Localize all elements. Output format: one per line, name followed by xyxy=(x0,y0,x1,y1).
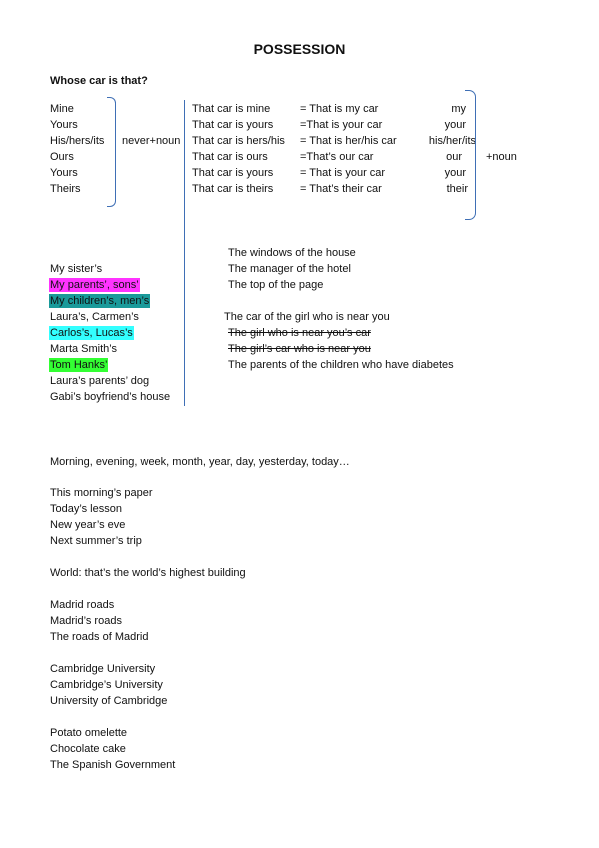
never-noun-note: never+noun xyxy=(122,135,181,147)
of-example: The parents of the children who have diabetes xyxy=(228,359,454,371)
equivalent-sentence: =That is your car xyxy=(300,119,383,131)
car-sentence: That car is theirs xyxy=(192,183,274,195)
place-example: The roads of Madrid xyxy=(50,631,149,643)
page-title: POSSESSION xyxy=(253,41,346,57)
compound-example: Chocolate cake xyxy=(50,743,126,755)
of-example: The top of the page xyxy=(228,279,324,291)
time-example: This morning’s paper xyxy=(50,487,153,499)
equivalent-sentence: = That is her/his car xyxy=(300,135,397,147)
adjective-bracket xyxy=(465,90,476,220)
place-example: Cambridge’s University xyxy=(50,679,163,691)
time-example: Next summer’s trip xyxy=(50,535,142,547)
possessive-adjective: your xyxy=(444,119,466,131)
possessive-adjective: your xyxy=(444,167,466,179)
genitive-item: Laura’s, Carmen’s xyxy=(50,311,139,323)
car-sentence: That car is mine xyxy=(192,103,271,115)
genitive-item: Marta Smith’s xyxy=(50,343,118,355)
place-example: Madrid roads xyxy=(50,599,115,611)
of-example: The windows of the house xyxy=(228,247,356,259)
pronoun-item: Mine xyxy=(50,103,74,115)
time-intro: Morning, evening, week, month, year, day, yesterday, today… xyxy=(50,456,350,468)
place-example: Madrid’s roads xyxy=(50,615,122,627)
genitive-item: My children’s, men’s xyxy=(50,295,150,307)
place-example: University of Cambridge xyxy=(50,695,168,707)
world-line: World: that’s the world’s highest building xyxy=(50,567,246,579)
genitive-item: Laura’s parents’ dog xyxy=(50,375,150,387)
pronoun-item: Ours xyxy=(50,151,74,163)
equivalent-sentence: = That is my car xyxy=(300,103,379,115)
pronoun-item: Yours xyxy=(50,119,78,131)
time-example: New year’s eve xyxy=(50,519,126,531)
possessive-adjective: our xyxy=(446,151,462,163)
pronoun-item: Theirs xyxy=(50,183,81,195)
car-sentence: That car is ours xyxy=(192,151,268,163)
crossed-out-example: The girl’s car who is near you xyxy=(228,343,371,355)
place-example: Cambridge University xyxy=(50,663,156,675)
equivalent-sentence: =That’s our car xyxy=(300,151,374,163)
time-example: Today’s lesson xyxy=(50,503,122,515)
section-question: Whose car is that? xyxy=(50,75,148,87)
pronoun-bracket xyxy=(107,97,116,207)
genitive-item: My parents’, sons’ xyxy=(50,279,139,291)
genitive-item: My sister’s xyxy=(50,263,103,275)
possessive-adjective: his/her/its xyxy=(428,135,476,147)
pronoun-item: Yours xyxy=(50,167,78,179)
possessive-adjective: my xyxy=(451,103,466,115)
pronoun-item: His/hers/its xyxy=(50,135,105,147)
compound-example: Potato omelette xyxy=(50,727,128,739)
crossed-out-example: The girl who is near you’s car xyxy=(228,327,371,339)
genitive-item: Tom Hanks’ xyxy=(50,359,108,371)
car-sentence: That car is hers/his xyxy=(192,135,285,147)
genitive-item: Gabi’s boyfriend’s house xyxy=(50,391,171,403)
car-sentence: That car is yours xyxy=(192,119,274,131)
possessive-adjective: their xyxy=(446,183,468,195)
genitive-item: Carlos’s, Lucas’s xyxy=(50,327,133,339)
equivalent-sentence: = That’s their car xyxy=(300,183,382,195)
vertical-divider xyxy=(184,100,185,406)
of-example: The car of the girl who is near you xyxy=(224,311,390,323)
plus-noun-note: +noun xyxy=(486,151,517,163)
compound-example: The Spanish Government xyxy=(50,759,176,771)
car-sentence: That car is yours xyxy=(192,167,274,179)
equivalent-sentence: = That is your car xyxy=(300,167,386,179)
of-example: The manager of the hotel xyxy=(228,263,351,275)
